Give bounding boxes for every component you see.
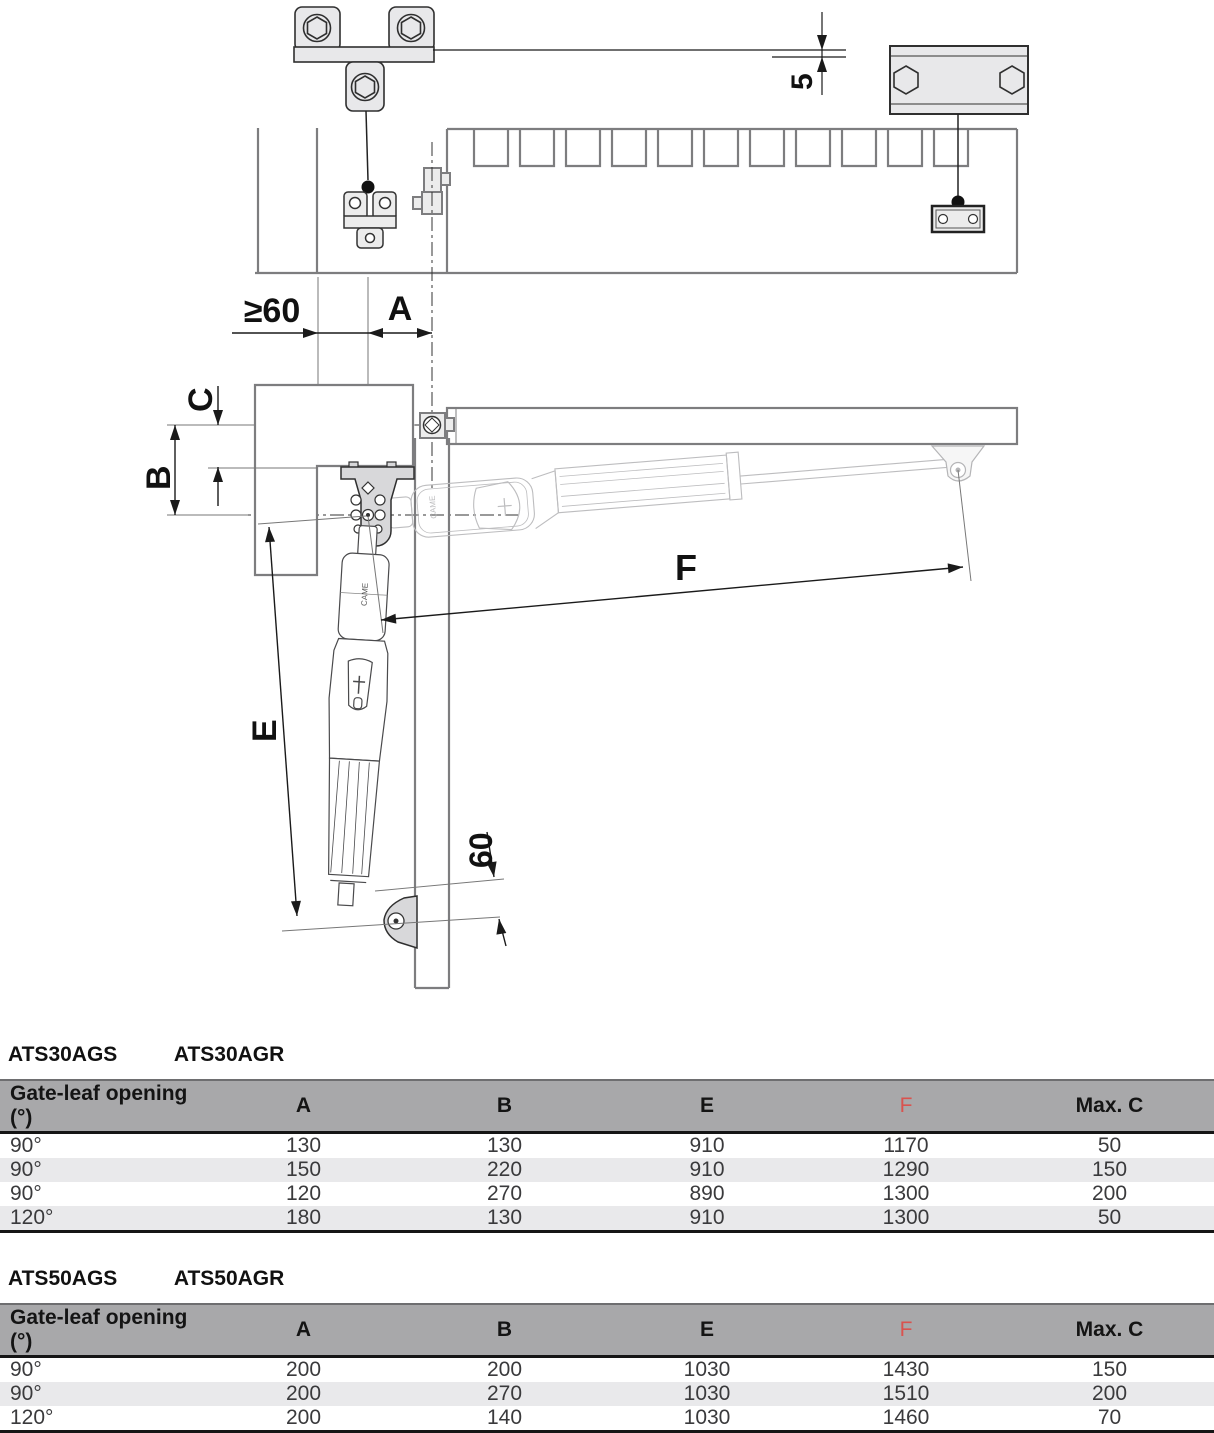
table-cell: 120°: [10, 1406, 54, 1429]
table-cell: 1300: [882, 1206, 930, 1229]
table-cell: 1170: [883, 1134, 929, 1157]
table-cell: 180: [285, 1206, 322, 1229]
table-cell: 130: [486, 1206, 523, 1229]
table-cell: 200: [1091, 1182, 1128, 1205]
col-header-b: B: [402, 1304, 607, 1357]
table-cell: 150: [285, 1158, 322, 1181]
table-cell: 150: [1091, 1158, 1128, 1181]
plan-view: [140, 142, 1017, 988]
front-plate-mounted: [932, 206, 984, 232]
col-header-opening: Gate-leaf opening (°): [0, 1080, 205, 1133]
col-header-opening: Gate-leaf opening (°): [0, 1304, 205, 1357]
elevation-view: [255, 7, 1028, 273]
table-cell: 130: [486, 1134, 523, 1157]
table-cell: 910: [689, 1206, 725, 1229]
table-section-ats50: [0, 1233, 1214, 1433]
table-cell: 200: [285, 1358, 322, 1381]
table-cell: 130: [285, 1134, 322, 1157]
table-cell: 200: [1091, 1382, 1128, 1405]
table-cell: 90°: [10, 1182, 42, 1205]
table-cell: 890: [689, 1182, 725, 1205]
col-header-max-c: Max. C: [1005, 1304, 1214, 1357]
table-cell: 1030: [683, 1358, 731, 1381]
table-section-ats30: [0, 1035, 1214, 1233]
table-cell: 910: [689, 1158, 725, 1181]
dim-label-e: E: [246, 719, 284, 742]
col-header-b: B: [402, 1080, 607, 1133]
table-header-row: [0, 1080, 1214, 1133]
col-header-e: E: [607, 1080, 807, 1133]
model-name: ATS30AGR: [173, 1043, 285, 1066]
model-titles-ats30: [0, 1035, 1214, 1079]
dimensions-table-ats30: [0, 1079, 1214, 1233]
dim-label-5: 5: [786, 73, 819, 90]
rear-bracket-assembly: [294, 7, 434, 248]
model-name: ATS50AGR: [173, 1267, 285, 1290]
table-cell: 200: [285, 1382, 322, 1405]
table-cell: 1290: [882, 1158, 930, 1181]
leader-line: [366, 111, 368, 180]
dimensions-table-ats50: [0, 1303, 1214, 1433]
col-header-e: E: [607, 1304, 807, 1357]
table-cell: 270: [486, 1182, 523, 1205]
front-bracket-open-ghost: [932, 446, 984, 481]
gate-leaf-elevation: [447, 129, 1017, 273]
table-header-row: [0, 1304, 1214, 1357]
dim-label-min60: ≥60: [243, 292, 301, 330]
table-cell: 200: [285, 1406, 322, 1429]
front-bracket-assembly: [890, 46, 1028, 232]
rear-bracket-mounted: [344, 192, 396, 248]
table-row: [0, 1406, 1214, 1432]
table-row: [0, 1158, 1214, 1182]
table-cell: 50: [1097, 1206, 1122, 1229]
table-cell: 140: [486, 1406, 523, 1429]
table-cell: 90°: [10, 1382, 42, 1405]
dim-label-c: C: [182, 387, 220, 412]
table-row: [0, 1357, 1214, 1383]
actuator-open-ghost: [385, 435, 984, 541]
col-header-f: F: [807, 1304, 1005, 1357]
table-cell: 150: [1091, 1358, 1128, 1381]
dimension-5: [433, 12, 846, 95]
table-row: [0, 1206, 1214, 1232]
table-cell: 220: [486, 1158, 523, 1181]
table-cell: 1430: [882, 1358, 930, 1381]
table-cell: 120°: [10, 1206, 54, 1229]
dim-label-a: A: [387, 290, 413, 328]
table-row: [0, 1382, 1214, 1406]
col-header-a: A: [205, 1304, 402, 1357]
table-cell: 1030: [683, 1406, 731, 1429]
table-cell: 70: [1097, 1406, 1122, 1429]
brand-mark: CAME: [359, 582, 370, 607]
brand-mark: CAME: [427, 495, 439, 520]
model-titles-ats50: [0, 1233, 1214, 1303]
table-cell: 1460: [882, 1406, 930, 1429]
table-row: [0, 1133, 1214, 1159]
table-cell: 1030: [683, 1382, 731, 1405]
table-cell: 1300: [882, 1182, 930, 1205]
table-cell: 1510: [882, 1382, 930, 1405]
table-cell: 270: [486, 1382, 523, 1405]
table-cell: 120: [285, 1182, 322, 1205]
table-cell: 90°: [10, 1358, 42, 1381]
dim-label-b: B: [140, 465, 178, 490]
model-name: ATS30AGS: [8, 1043, 118, 1066]
table-cell: 50: [1097, 1134, 1122, 1157]
front-bracket-closed: [384, 896, 417, 948]
table-cell: 90°: [10, 1134, 42, 1157]
model-name: ATS50AGS: [8, 1267, 118, 1290]
table-cell: 200: [486, 1358, 523, 1381]
col-header-a: A: [205, 1080, 402, 1133]
col-header-max-c: Max. C: [1005, 1080, 1214, 1133]
table-cell: 910: [689, 1134, 725, 1157]
gate-post-elevation: [255, 128, 1017, 273]
table-row: [0, 1182, 1214, 1206]
dim-label-60: 60: [463, 832, 499, 868]
actuator-closed: [317, 524, 397, 907]
table-cell: 90°: [10, 1158, 42, 1181]
gate-leaf-open-plan: [415, 438, 449, 988]
col-header-f: F: [807, 1080, 1005, 1133]
gate-leaf-closed-plan: [447, 408, 1017, 444]
dim-label-f: F: [675, 547, 697, 588]
